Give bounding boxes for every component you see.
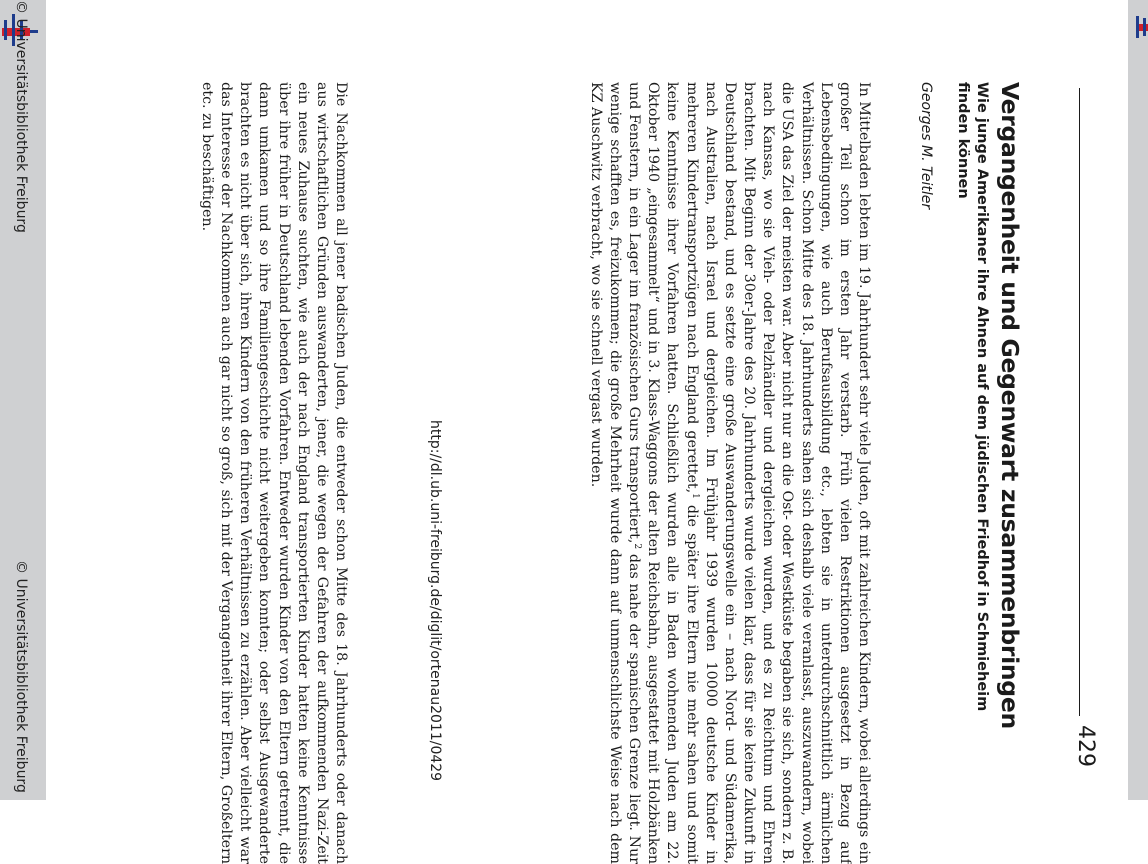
author-byline: Georges M. Teitler	[918, 82, 934, 210]
paragraph-1-text-a: In Mittelbaden lebten im 19. Jahrhundert sehr viele Juden, oft mit zahlreichen Kindern, wobei allerdings ein großer Teil schon im ersten Jahr verstarb. Früh vielen Restriktionen ausgesetzt in Bezug auf Lebensbedingungen, wie auch Berufsausbildung etc., lebten sie in unterdurchschnittlich ärmlichen Verhältnissen. Schon Mitte des 18. Jahrhunderts sahen sich deshalb viele veranlasst, auszuwandern, wobei die USA das Ziel der meisten war. Aber nicht nur an die Ost- oder Westküste begaben sie sich, sondern z. B. nach Kansas, wo sie Vieh- oder Pelzhändler und dergleichen wurden, und es zu Reichtum und Ehren brachten. Mit Beginn der 30er-Jahre des 20. Jahrhunderts wurde vielen klar, dass für sie keine Zukunft in Deutschland bestand, und es setzte eine große Auswanderungswelle ein – nach Nord- und Südamerika, nach Australien, nach Israel und dergleichen. Im Frühjahr 1939 wurden 10000 deutsche Kinder in mehreren Kindertransportzügen nach England gerettet,	[683, 82, 872, 864]
body-paragraph-1	[586, 82, 873, 864]
article-subtitle: Wie junge Amerikaner ihre Ahnen auf dem jüdischen Friedhof in Schmieheim finden können	[955, 82, 990, 712]
header-rule	[1079, 88, 1080, 716]
article-title: Vergangenheit und Gegenwart zusammenbringen	[996, 82, 1024, 729]
paragraph-1-text-b: die später ihre Eltern nie mehr sahen und somit keine Kenntnisse ihrer Vorfahren hatten. Schließlich wurden alle in Baden wohnenden Juden am 22. Oktober 1940 „eingesammelt“ und in 3. Klass-Waggons der alten Reichsbahn, ausgestattet mit Holzbänken und Fenstern, in ein Lager im französischen Gurs transportiert,	[626, 82, 700, 864]
body-paragraph-2: Die Nachkommen all jener badischen Juden, die entweder schon Mitte des 18. Jahrhunderts oder danach aus wirtschaftlichen Gründen auswanderten, jener, die wegen der Gefahren der aufkommenden Nazi-Zeit ein neues Zuhause suchten, wie auch der nach England transportierten Kinder hatten keine Kenntnisse über ihre früher in Deutschland lebenden Vorfahren. Entweder wurden Kinder von den Eltern getrennt, die dann umkamen und so ihre Familiengeschichte nicht weitergeben konnten; oder selbst Ausgewanderte brachten es nicht über sich, ihren Kindern von den früheren Verhältnissen zu erzählen. Aber vielleicht war das Interesse der Nachkommen auch gar nicht so groß, sich mit der Vergangenheit ihrer Eltern, Großeltern etc. zu beschäftigen.	[198, 82, 349, 864]
footer-copyright-cropped: © Universitätsbibliothek Freiburg	[13, 0, 29, 233]
footnote-marker-1[interactable]: 1	[689, 493, 700, 499]
page-number: 429	[1073, 725, 1098, 767]
paragraph-1-text-c: das nahe der spanischen Grenze liegt. Nur wenige schafften es, freizukommen; die große Mehrheit wurde dann auf unmenschlichste Weise nach dem KZ Auschwitz verbracht, wo sie schnell vergast wurden.	[587, 82, 643, 864]
footer-copyright: © Universitätsbibliothek Freiburg	[13, 560, 29, 793]
footer-permalink[interactable]: http://dl.ub.uni-freiburg.de/diglit/ortenau2011/0429	[427, 420, 443, 782]
footnote-marker-2[interactable]: 2	[632, 543, 643, 550]
